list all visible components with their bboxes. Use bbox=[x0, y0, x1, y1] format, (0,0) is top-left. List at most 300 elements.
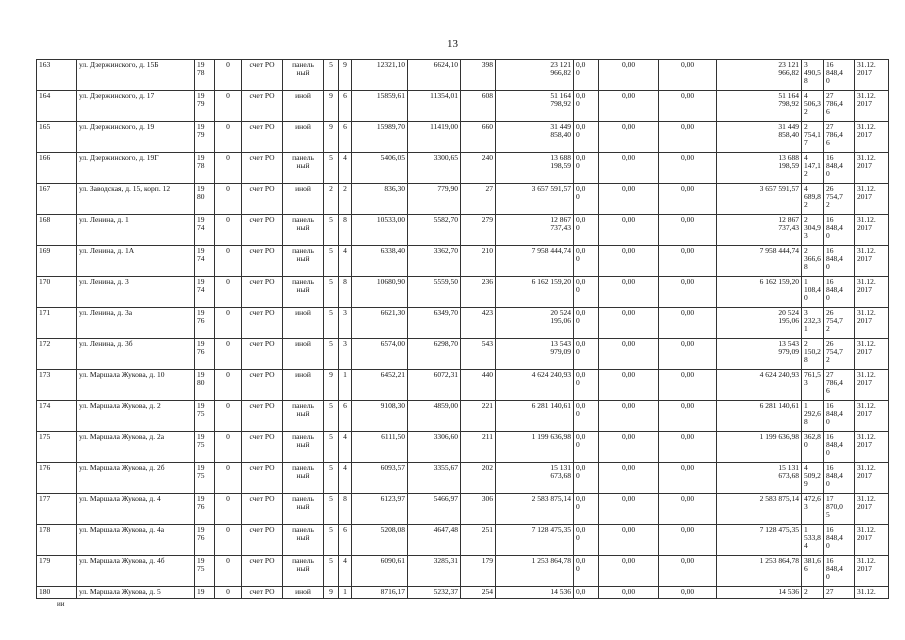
unit-cost-cell: 1 533,8 4 bbox=[802, 525, 824, 556]
table-row bbox=[37, 122, 889, 153]
year-cell: 19 76 bbox=[195, 339, 215, 370]
account-cell: счет РО bbox=[242, 153, 283, 184]
entrances-cell: 8 bbox=[339, 215, 352, 246]
funds-cell: 0,0 bbox=[574, 587, 599, 599]
material-cell: панель ный bbox=[283, 60, 324, 91]
total-cost-cell: 31 449 858,40 bbox=[717, 122, 802, 153]
floors-cell: 9 bbox=[324, 370, 339, 401]
deadline-cell: 31.12. 2017 bbox=[855, 525, 889, 556]
table-row bbox=[37, 401, 889, 432]
max-cost-cell: 27 786,4 6 bbox=[824, 91, 855, 122]
funds-cell: 0,0 0 bbox=[574, 525, 599, 556]
row-number-cell: 179 bbox=[37, 556, 77, 587]
table-row bbox=[37, 153, 889, 184]
address-cell: ул. Маршала Жукова, д. 4 bbox=[77, 494, 195, 525]
total-area-cell: 6111,50 bbox=[352, 432, 408, 463]
fund3-cell: 0,00 bbox=[659, 463, 717, 494]
residents-cell: 398 bbox=[461, 60, 496, 91]
account-cell: счет РО bbox=[242, 339, 283, 370]
fund3-cell: 0,00 bbox=[659, 339, 717, 370]
fund2-cell: 0,00 bbox=[599, 401, 659, 432]
zero-cell: 0 bbox=[215, 339, 242, 370]
table-row bbox=[37, 587, 889, 599]
fund3-cell: 0,00 bbox=[659, 91, 717, 122]
living-area-cell: 5559,50 bbox=[408, 277, 461, 308]
address-cell: ул. Маршала Жукова, д. 2 bbox=[77, 401, 195, 432]
deadline-cell: 31.12. 2017 bbox=[855, 246, 889, 277]
residents-cell: 423 bbox=[461, 308, 496, 339]
address-cell: ул. Ленина, д. 1А bbox=[77, 246, 195, 277]
unit-cost-cell: 4 689,8 2 bbox=[802, 184, 824, 215]
fund3-cell: 0,00 bbox=[659, 432, 717, 463]
funds-cell: 0,0 0 bbox=[574, 153, 599, 184]
table-row bbox=[37, 494, 889, 525]
living-area-cell: 4647,48 bbox=[408, 525, 461, 556]
floors-cell: 5 bbox=[324, 401, 339, 432]
cost-cell: 2 583 875,14 bbox=[496, 494, 574, 525]
living-area-cell: 5232,37 bbox=[408, 587, 461, 599]
material-cell: панель ный bbox=[283, 246, 324, 277]
fund3-cell: 0,00 bbox=[659, 525, 717, 556]
material-cell: панель ный bbox=[283, 556, 324, 587]
residents-cell: 210 bbox=[461, 246, 496, 277]
fund2-cell: 0,00 bbox=[599, 122, 659, 153]
residents-cell: 211 bbox=[461, 432, 496, 463]
residents-cell: 608 bbox=[461, 91, 496, 122]
table-row bbox=[37, 215, 889, 246]
account-cell: счет РО bbox=[242, 246, 283, 277]
deadline-cell: 31.12. 2017 bbox=[855, 432, 889, 463]
total-area-cell: 10680,90 bbox=[352, 277, 408, 308]
residents-cell: 279 bbox=[461, 215, 496, 246]
unit-cost-cell: 1 108,4 0 bbox=[802, 277, 824, 308]
deadline-cell: 31.12. bbox=[855, 587, 889, 599]
fund3-cell: 0,00 bbox=[659, 60, 717, 91]
residents-cell: 306 bbox=[461, 494, 496, 525]
total-area-cell: 6621,30 bbox=[352, 308, 408, 339]
material-cell: панель ный bbox=[283, 153, 324, 184]
fund3-cell: 0,00 bbox=[659, 587, 717, 599]
total-area-cell: 6574,00 bbox=[352, 339, 408, 370]
year-cell: 19 78 bbox=[195, 60, 215, 91]
max-cost-cell: 16 848,4 0 bbox=[824, 525, 855, 556]
funds-cell: 0,0 0 bbox=[574, 246, 599, 277]
zero-cell: 0 bbox=[215, 277, 242, 308]
funds-cell: 0,0 0 bbox=[574, 184, 599, 215]
floors-cell: 9 bbox=[324, 587, 339, 599]
year-cell: 19 75 bbox=[195, 463, 215, 494]
zero-cell: 0 bbox=[215, 494, 242, 525]
total-area-cell: 6123,97 bbox=[352, 494, 408, 525]
address-cell: ул. Ленина, д. 3 bbox=[77, 277, 195, 308]
cost-cell: 13 543 979,09 bbox=[496, 339, 574, 370]
floors-cell: 5 bbox=[324, 556, 339, 587]
row-number-cell: 164 bbox=[37, 91, 77, 122]
total-area-cell: 5208,08 bbox=[352, 525, 408, 556]
living-area-cell: 3362,70 bbox=[408, 246, 461, 277]
zero-cell: 0 bbox=[215, 401, 242, 432]
year-cell: 19 80 bbox=[195, 370, 215, 401]
total-cost-cell: 4 624 240,93 bbox=[717, 370, 802, 401]
zero-cell: 0 bbox=[215, 370, 242, 401]
zero-cell: 0 bbox=[215, 246, 242, 277]
row-number-cell: 180 bbox=[37, 587, 77, 599]
fund3-cell: 0,00 bbox=[659, 153, 717, 184]
living-area-cell: 5582,70 bbox=[408, 215, 461, 246]
cost-cell: 7 128 475,35 bbox=[496, 525, 574, 556]
material-cell: панель ный bbox=[283, 463, 324, 494]
year-cell: 19 75 bbox=[195, 401, 215, 432]
material-cell: иной bbox=[283, 91, 324, 122]
living-area-cell: 3355,67 bbox=[408, 463, 461, 494]
floors-cell: 5 bbox=[324, 277, 339, 308]
floors-cell: 9 bbox=[324, 91, 339, 122]
residents-cell: 202 bbox=[461, 463, 496, 494]
account-cell: счет РО bbox=[242, 184, 283, 215]
year-cell: 19 74 bbox=[195, 277, 215, 308]
material-cell: иной bbox=[283, 122, 324, 153]
fund2-cell: 0,00 bbox=[599, 60, 659, 91]
fund2-cell: 0,00 bbox=[599, 91, 659, 122]
zero-cell: 0 bbox=[215, 122, 242, 153]
account-cell: счет РО bbox=[242, 308, 283, 339]
funds-cell: 0,0 0 bbox=[574, 91, 599, 122]
account-cell: счет РО bbox=[242, 525, 283, 556]
address-cell: ул. Маршала Жукова, д. 4а bbox=[77, 525, 195, 556]
address-cell: ул. Ленина, д. 3а bbox=[77, 308, 195, 339]
total-cost-cell: 20 524 195,06 bbox=[717, 308, 802, 339]
entrances-cell: 4 bbox=[339, 246, 352, 277]
address-cell: ул. Маршала Жукова, д. 2а bbox=[77, 432, 195, 463]
fund3-cell: 0,00 bbox=[659, 370, 717, 401]
entrances-cell: 6 bbox=[339, 525, 352, 556]
table-row bbox=[37, 463, 889, 494]
max-cost-cell: 16 848,4 0 bbox=[824, 60, 855, 91]
max-cost-cell: 17 870,0 5 bbox=[824, 494, 855, 525]
table-row bbox=[37, 91, 889, 122]
living-area-cell: 3300,65 bbox=[408, 153, 461, 184]
cost-cell: 13 688 198,59 bbox=[496, 153, 574, 184]
total-cost-cell: 6 281 140,61 bbox=[717, 401, 802, 432]
cost-cell: 6 281 140,61 bbox=[496, 401, 574, 432]
fund2-cell: 0,00 bbox=[599, 246, 659, 277]
row-number-cell: 178 bbox=[37, 525, 77, 556]
residents-cell: 543 bbox=[461, 339, 496, 370]
unit-cost-cell: 2 366,6 8 bbox=[802, 246, 824, 277]
zero-cell: 0 bbox=[215, 525, 242, 556]
total-cost-cell: 1 253 864,78 bbox=[717, 556, 802, 587]
row-number-cell: 169 bbox=[37, 246, 77, 277]
material-cell: иной bbox=[283, 184, 324, 215]
material-cell: панель ный bbox=[283, 525, 324, 556]
floors-cell: 5 bbox=[324, 153, 339, 184]
entrances-cell: 8 bbox=[339, 494, 352, 525]
max-cost-cell: 16 848,4 0 bbox=[824, 432, 855, 463]
max-cost-cell: 27 bbox=[824, 587, 855, 599]
floors-cell: 5 bbox=[324, 432, 339, 463]
total-cost-cell: 7 128 475,35 bbox=[717, 525, 802, 556]
deadline-cell: 31.12. 2017 bbox=[855, 339, 889, 370]
year-cell: 19 79 bbox=[195, 122, 215, 153]
living-area-cell: 6349,70 bbox=[408, 308, 461, 339]
max-cost-cell: 26 754,7 2 bbox=[824, 308, 855, 339]
material-cell: панель ный bbox=[283, 432, 324, 463]
residents-cell: 660 bbox=[461, 122, 496, 153]
living-area-cell: 11354,01 bbox=[408, 91, 461, 122]
funds-cell: 0,0 0 bbox=[574, 215, 599, 246]
address-cell: ул. Дзержинского, д. 19 bbox=[77, 122, 195, 153]
fund2-cell: 0,00 bbox=[599, 556, 659, 587]
table-row bbox=[37, 246, 889, 277]
funds-cell: 0,0 0 bbox=[574, 60, 599, 91]
deadline-cell: 31.12. 2017 bbox=[855, 463, 889, 494]
table-row bbox=[37, 525, 889, 556]
cost-cell: 3 657 591,57 bbox=[496, 184, 574, 215]
fund2-cell: 0,00 bbox=[599, 370, 659, 401]
unit-cost-cell: 761,5 3 bbox=[802, 370, 824, 401]
deadline-cell: 31.12. 2017 bbox=[855, 215, 889, 246]
living-area-cell: 779,90 bbox=[408, 184, 461, 215]
cost-cell: 20 524 195,06 bbox=[496, 308, 574, 339]
cost-cell: 23 121 966,82 bbox=[496, 60, 574, 91]
account-cell: счет РО bbox=[242, 215, 283, 246]
max-cost-cell: 26 754,7 2 bbox=[824, 339, 855, 370]
deadline-cell: 31.12. 2017 bbox=[855, 91, 889, 122]
material-cell: панель ный bbox=[283, 215, 324, 246]
zero-cell: 0 bbox=[215, 308, 242, 339]
total-cost-cell: 23 121 966,82 bbox=[717, 60, 802, 91]
total-cost-cell: 2 583 875,14 bbox=[717, 494, 802, 525]
residents-cell: 251 bbox=[461, 525, 496, 556]
cost-cell: 4 624 240,93 bbox=[496, 370, 574, 401]
entrances-cell: 2 bbox=[339, 184, 352, 215]
account-cell: счет РО bbox=[242, 463, 283, 494]
total-area-cell: 15859,61 bbox=[352, 91, 408, 122]
account-cell: счет РО bbox=[242, 401, 283, 432]
entrances-cell: 4 bbox=[339, 463, 352, 494]
funds-cell: 0,0 0 bbox=[574, 308, 599, 339]
row-number-cell: 170 bbox=[37, 277, 77, 308]
max-cost-cell: 16 848,4 0 bbox=[824, 401, 855, 432]
fund3-cell: 0,00 bbox=[659, 215, 717, 246]
entrances-cell: 1 bbox=[339, 587, 352, 599]
deadline-cell: 31.12. 2017 bbox=[855, 556, 889, 587]
unit-cost-cell: 3 232,3 1 bbox=[802, 308, 824, 339]
unit-cost-cell: 1 292,6 8 bbox=[802, 401, 824, 432]
fund2-cell: 0,00 bbox=[599, 494, 659, 525]
entrances-cell: 6 bbox=[339, 122, 352, 153]
funds-cell: 0,0 0 bbox=[574, 401, 599, 432]
fund3-cell: 0,00 bbox=[659, 184, 717, 215]
entrances-cell: 4 bbox=[339, 153, 352, 184]
total-cost-cell: 12 867 737,43 bbox=[717, 215, 802, 246]
residents-cell: 440 bbox=[461, 370, 496, 401]
zero-cell: 0 bbox=[215, 463, 242, 494]
deadline-cell: 31.12. 2017 bbox=[855, 153, 889, 184]
total-cost-cell: 13 543 979,09 bbox=[717, 339, 802, 370]
total-cost-cell: 6 162 159,20 bbox=[717, 277, 802, 308]
address-cell: ул. Ленина, д. 1 bbox=[77, 215, 195, 246]
account-cell: счет РО bbox=[242, 122, 283, 153]
deadline-cell: 31.12. 2017 bbox=[855, 277, 889, 308]
max-cost-cell: 27 786,4 6 bbox=[824, 370, 855, 401]
material-cell: иной bbox=[283, 370, 324, 401]
total-cost-cell: 13 688 198,59 bbox=[717, 153, 802, 184]
total-cost-cell: 14 536 bbox=[717, 587, 802, 599]
fund3-cell: 0,00 bbox=[659, 122, 717, 153]
account-cell: счет РО bbox=[242, 370, 283, 401]
zero-cell: 0 bbox=[215, 432, 242, 463]
year-cell: 19 75 bbox=[195, 432, 215, 463]
material-cell: панель ный bbox=[283, 401, 324, 432]
floors-cell: 2 bbox=[324, 184, 339, 215]
account-cell: счет РО bbox=[242, 432, 283, 463]
table-row bbox=[37, 60, 889, 91]
footer-mark: ии bbox=[57, 600, 65, 608]
table-row bbox=[37, 308, 889, 339]
unit-cost-cell: 4 509,2 9 bbox=[802, 463, 824, 494]
cost-cell: 7 958 444,74 bbox=[496, 246, 574, 277]
living-area-cell: 6624,10 bbox=[408, 60, 461, 91]
unit-cost-cell: 3 490,5 8 bbox=[802, 60, 824, 91]
unit-cost-cell: 381,6 6 bbox=[802, 556, 824, 587]
row-number-cell: 174 bbox=[37, 401, 77, 432]
total-cost-cell: 7 958 444,74 bbox=[717, 246, 802, 277]
total-area-cell: 6452,21 bbox=[352, 370, 408, 401]
residents-cell: 27 bbox=[461, 184, 496, 215]
table-row bbox=[37, 184, 889, 215]
fund3-cell: 0,00 bbox=[659, 246, 717, 277]
funds-cell: 0,0 0 bbox=[574, 122, 599, 153]
unit-cost-cell: 472,6 3 bbox=[802, 494, 824, 525]
zero-cell: 0 bbox=[215, 587, 242, 599]
fund2-cell: 0,00 bbox=[599, 587, 659, 599]
unit-cost-cell: 2 bbox=[802, 587, 824, 599]
unit-cost-cell: 2 304,9 3 bbox=[802, 215, 824, 246]
living-area-cell: 4859,00 bbox=[408, 401, 461, 432]
total-cost-cell: 3 657 591,57 bbox=[717, 184, 802, 215]
deadline-cell: 31.12. 2017 bbox=[855, 60, 889, 91]
fund3-cell: 0,00 bbox=[659, 308, 717, 339]
unit-cost-cell: 4 147,1 2 bbox=[802, 153, 824, 184]
floors-cell: 5 bbox=[324, 525, 339, 556]
row-number-cell: 177 bbox=[37, 494, 77, 525]
address-cell: ул. Ленина, д. 3б bbox=[77, 339, 195, 370]
account-cell: счет РО bbox=[242, 60, 283, 91]
floors-cell: 5 bbox=[324, 308, 339, 339]
row-number-cell: 171 bbox=[37, 308, 77, 339]
max-cost-cell: 16 848,4 0 bbox=[824, 246, 855, 277]
entrances-cell: 6 bbox=[339, 401, 352, 432]
living-area-cell: 6072,31 bbox=[408, 370, 461, 401]
entrances-cell: 3 bbox=[339, 339, 352, 370]
total-area-cell: 6338,40 bbox=[352, 246, 408, 277]
fund2-cell: 0,00 bbox=[599, 215, 659, 246]
address-cell: ул. Маршала Жукова, д. 2б bbox=[77, 463, 195, 494]
cost-cell: 14 536 bbox=[496, 587, 574, 599]
total-area-cell: 9108,30 bbox=[352, 401, 408, 432]
zero-cell: 0 bbox=[215, 60, 242, 91]
total-cost-cell: 51 164 798,92 bbox=[717, 91, 802, 122]
fund3-cell: 0,00 bbox=[659, 556, 717, 587]
year-cell: 19 75 bbox=[195, 556, 215, 587]
year-cell: 19 80 bbox=[195, 184, 215, 215]
row-number-cell: 172 bbox=[37, 339, 77, 370]
fund2-cell: 0,00 bbox=[599, 463, 659, 494]
living-area-cell: 6298,70 bbox=[408, 339, 461, 370]
cost-cell: 6 162 159,20 bbox=[496, 277, 574, 308]
residents-cell: 179 bbox=[461, 556, 496, 587]
address-cell: ул. Дзержинского, д. 19Г bbox=[77, 153, 195, 184]
deadline-cell: 31.12. 2017 bbox=[855, 308, 889, 339]
floors-cell: 5 bbox=[324, 463, 339, 494]
fund2-cell: 0,00 bbox=[599, 432, 659, 463]
year-cell: 19 76 bbox=[195, 308, 215, 339]
table-row bbox=[37, 339, 889, 370]
year-cell: 19 bbox=[195, 587, 215, 599]
living-area-cell: 3306,60 bbox=[408, 432, 461, 463]
entrances-cell: 4 bbox=[339, 556, 352, 587]
account-cell: счет РО bbox=[242, 91, 283, 122]
funds-cell: 0,0 0 bbox=[574, 370, 599, 401]
living-area-cell: 3285,31 bbox=[408, 556, 461, 587]
address-cell: ул. Маршала Жукова, д. 10 bbox=[77, 370, 195, 401]
table-row bbox=[37, 556, 889, 587]
max-cost-cell: 16 848,4 0 bbox=[824, 215, 855, 246]
year-cell: 19 76 bbox=[195, 525, 215, 556]
entrances-cell: 6 bbox=[339, 91, 352, 122]
year-cell: 19 76 bbox=[195, 494, 215, 525]
row-number-cell: 165 bbox=[37, 122, 77, 153]
deadline-cell: 31.12. 2017 bbox=[855, 370, 889, 401]
entrances-cell: 8 bbox=[339, 277, 352, 308]
max-cost-cell: 26 754,7 2 bbox=[824, 184, 855, 215]
row-number-cell: 175 bbox=[37, 432, 77, 463]
cost-cell: 31 449 858,40 bbox=[496, 122, 574, 153]
floors-cell: 9 bbox=[324, 122, 339, 153]
year-cell: 19 78 bbox=[195, 153, 215, 184]
account-cell: счет РО bbox=[242, 556, 283, 587]
entrances-cell: 4 bbox=[339, 432, 352, 463]
zero-cell: 0 bbox=[215, 215, 242, 246]
total-area-cell: 8716,17 bbox=[352, 587, 408, 599]
max-cost-cell: 16 848,4 0 bbox=[824, 277, 855, 308]
row-number-cell: 168 bbox=[37, 215, 77, 246]
fund2-cell: 0,00 bbox=[599, 277, 659, 308]
unit-cost-cell: 2 754,1 7 bbox=[802, 122, 824, 153]
total-cost-cell: 1 199 636,98 bbox=[717, 432, 802, 463]
fund2-cell: 0,00 bbox=[599, 184, 659, 215]
deadline-cell: 31.12. 2017 bbox=[855, 494, 889, 525]
entrances-cell: 9 bbox=[339, 60, 352, 91]
cost-cell: 12 867 737,43 bbox=[496, 215, 574, 246]
max-cost-cell: 16 848,4 0 bbox=[824, 463, 855, 494]
funds-cell: 0,0 0 bbox=[574, 432, 599, 463]
fund3-cell: 0,00 bbox=[659, 277, 717, 308]
total-area-cell: 6090,61 bbox=[352, 556, 408, 587]
total-area-cell: 12321,10 bbox=[352, 60, 408, 91]
zero-cell: 0 bbox=[215, 91, 242, 122]
table-row bbox=[37, 370, 889, 401]
material-cell: иной bbox=[283, 339, 324, 370]
address-cell: ул. Маршала Жукова, д. 4б bbox=[77, 556, 195, 587]
account-cell: счет РО bbox=[242, 494, 283, 525]
funds-cell: 0,0 0 bbox=[574, 556, 599, 587]
address-cell: ул. Дзержинского, д. 15Б bbox=[77, 60, 195, 91]
account-cell: счет РО bbox=[242, 277, 283, 308]
max-cost-cell: 16 848,4 0 bbox=[824, 556, 855, 587]
funds-cell: 0,0 0 bbox=[574, 277, 599, 308]
